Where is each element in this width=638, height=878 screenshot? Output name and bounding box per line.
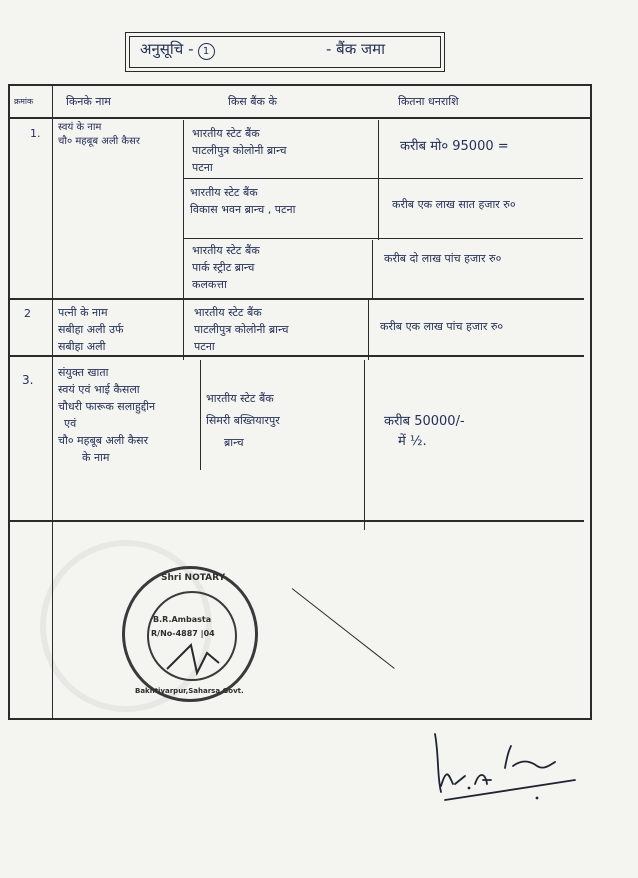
row3-amount1: करीब 50000/- में ½. — [384, 414, 465, 449]
row3-serial: 3. — [22, 373, 34, 387]
notary-stamp — [122, 566, 258, 702]
row1-name: स्वयं के नाम चौ० महबूब अली कैसर — [58, 122, 140, 147]
row3-bank1: भारतीय स्टेट बैंक सिमरी बख्तियारपुर ब्रान्च — [206, 392, 280, 449]
row2-bank1: भारतीय स्टेट बैंक पाटलीपुत्र कोलोनी ब्रान्च पटना — [194, 306, 289, 353]
row2-name: पत्नी के नाम सबीहा अली उर्फ सबीहा अली — [58, 306, 124, 353]
stamp-notary-name: B.R.Ambasta — [153, 615, 212, 624]
row1-serial: 1. — [30, 127, 41, 140]
signature-scribble — [425, 726, 585, 806]
row2-amount1: करीब एक लाख पांच हजार रु० — [380, 320, 504, 333]
signature — [425, 726, 585, 810]
col-header-serial: क्रमांक — [14, 97, 34, 106]
signature-text — [425, 726, 431, 727]
col-header-bank: किस बैंक के — [228, 95, 277, 108]
row3-name: संयुक्त खाता स्वयं एवं भाई कैसला चौधरी फारूक सलाहुद्दीन एवं चौ० महबूब अली कैसर के नाम — [58, 366, 156, 464]
annexure-label: अनुसूचि - 1 — [140, 39, 215, 60]
row2-serial: 2 — [24, 307, 31, 320]
stamp-reg-number: R/No-4887 |04 — [151, 629, 215, 638]
bank-deposit-label: - बैंक जमा — [326, 40, 386, 58]
annexure-number: 1 — [198, 43, 215, 60]
stamp-scribble — [163, 639, 223, 679]
stamp-arc-bottom: Bakhtiyarpur,Saharsa Govt. — [135, 687, 244, 695]
stamp-arc-top: Shri NOTARY — [161, 573, 226, 583]
col-header-name: किनके नाम — [66, 95, 111, 108]
row1-amount1: करीब मो० 95000 = — [400, 139, 509, 154]
col-header-amount: कितना धनराशि — [398, 95, 459, 108]
annexure-title-box — [125, 32, 445, 72]
row1-bank2: भारतीय स्टेट बैंक विकास भवन ब्रान्च , पटना — [190, 186, 296, 216]
row1-amount3: करीब दो लाख पांच हजार रु० — [384, 252, 502, 265]
row1-amount2: करीब एक लाख सात हजार रु० — [392, 198, 516, 211]
row1-bank3: भारतीय स्टेट बैंक पार्क स्ट्रीट ब्रान्च कलकत्ता — [192, 244, 260, 291]
row1-bank1: भारतीय स्टेट बैंक पाटलीपुत्र कोलोनी ब्रान्च पटना — [192, 127, 287, 174]
